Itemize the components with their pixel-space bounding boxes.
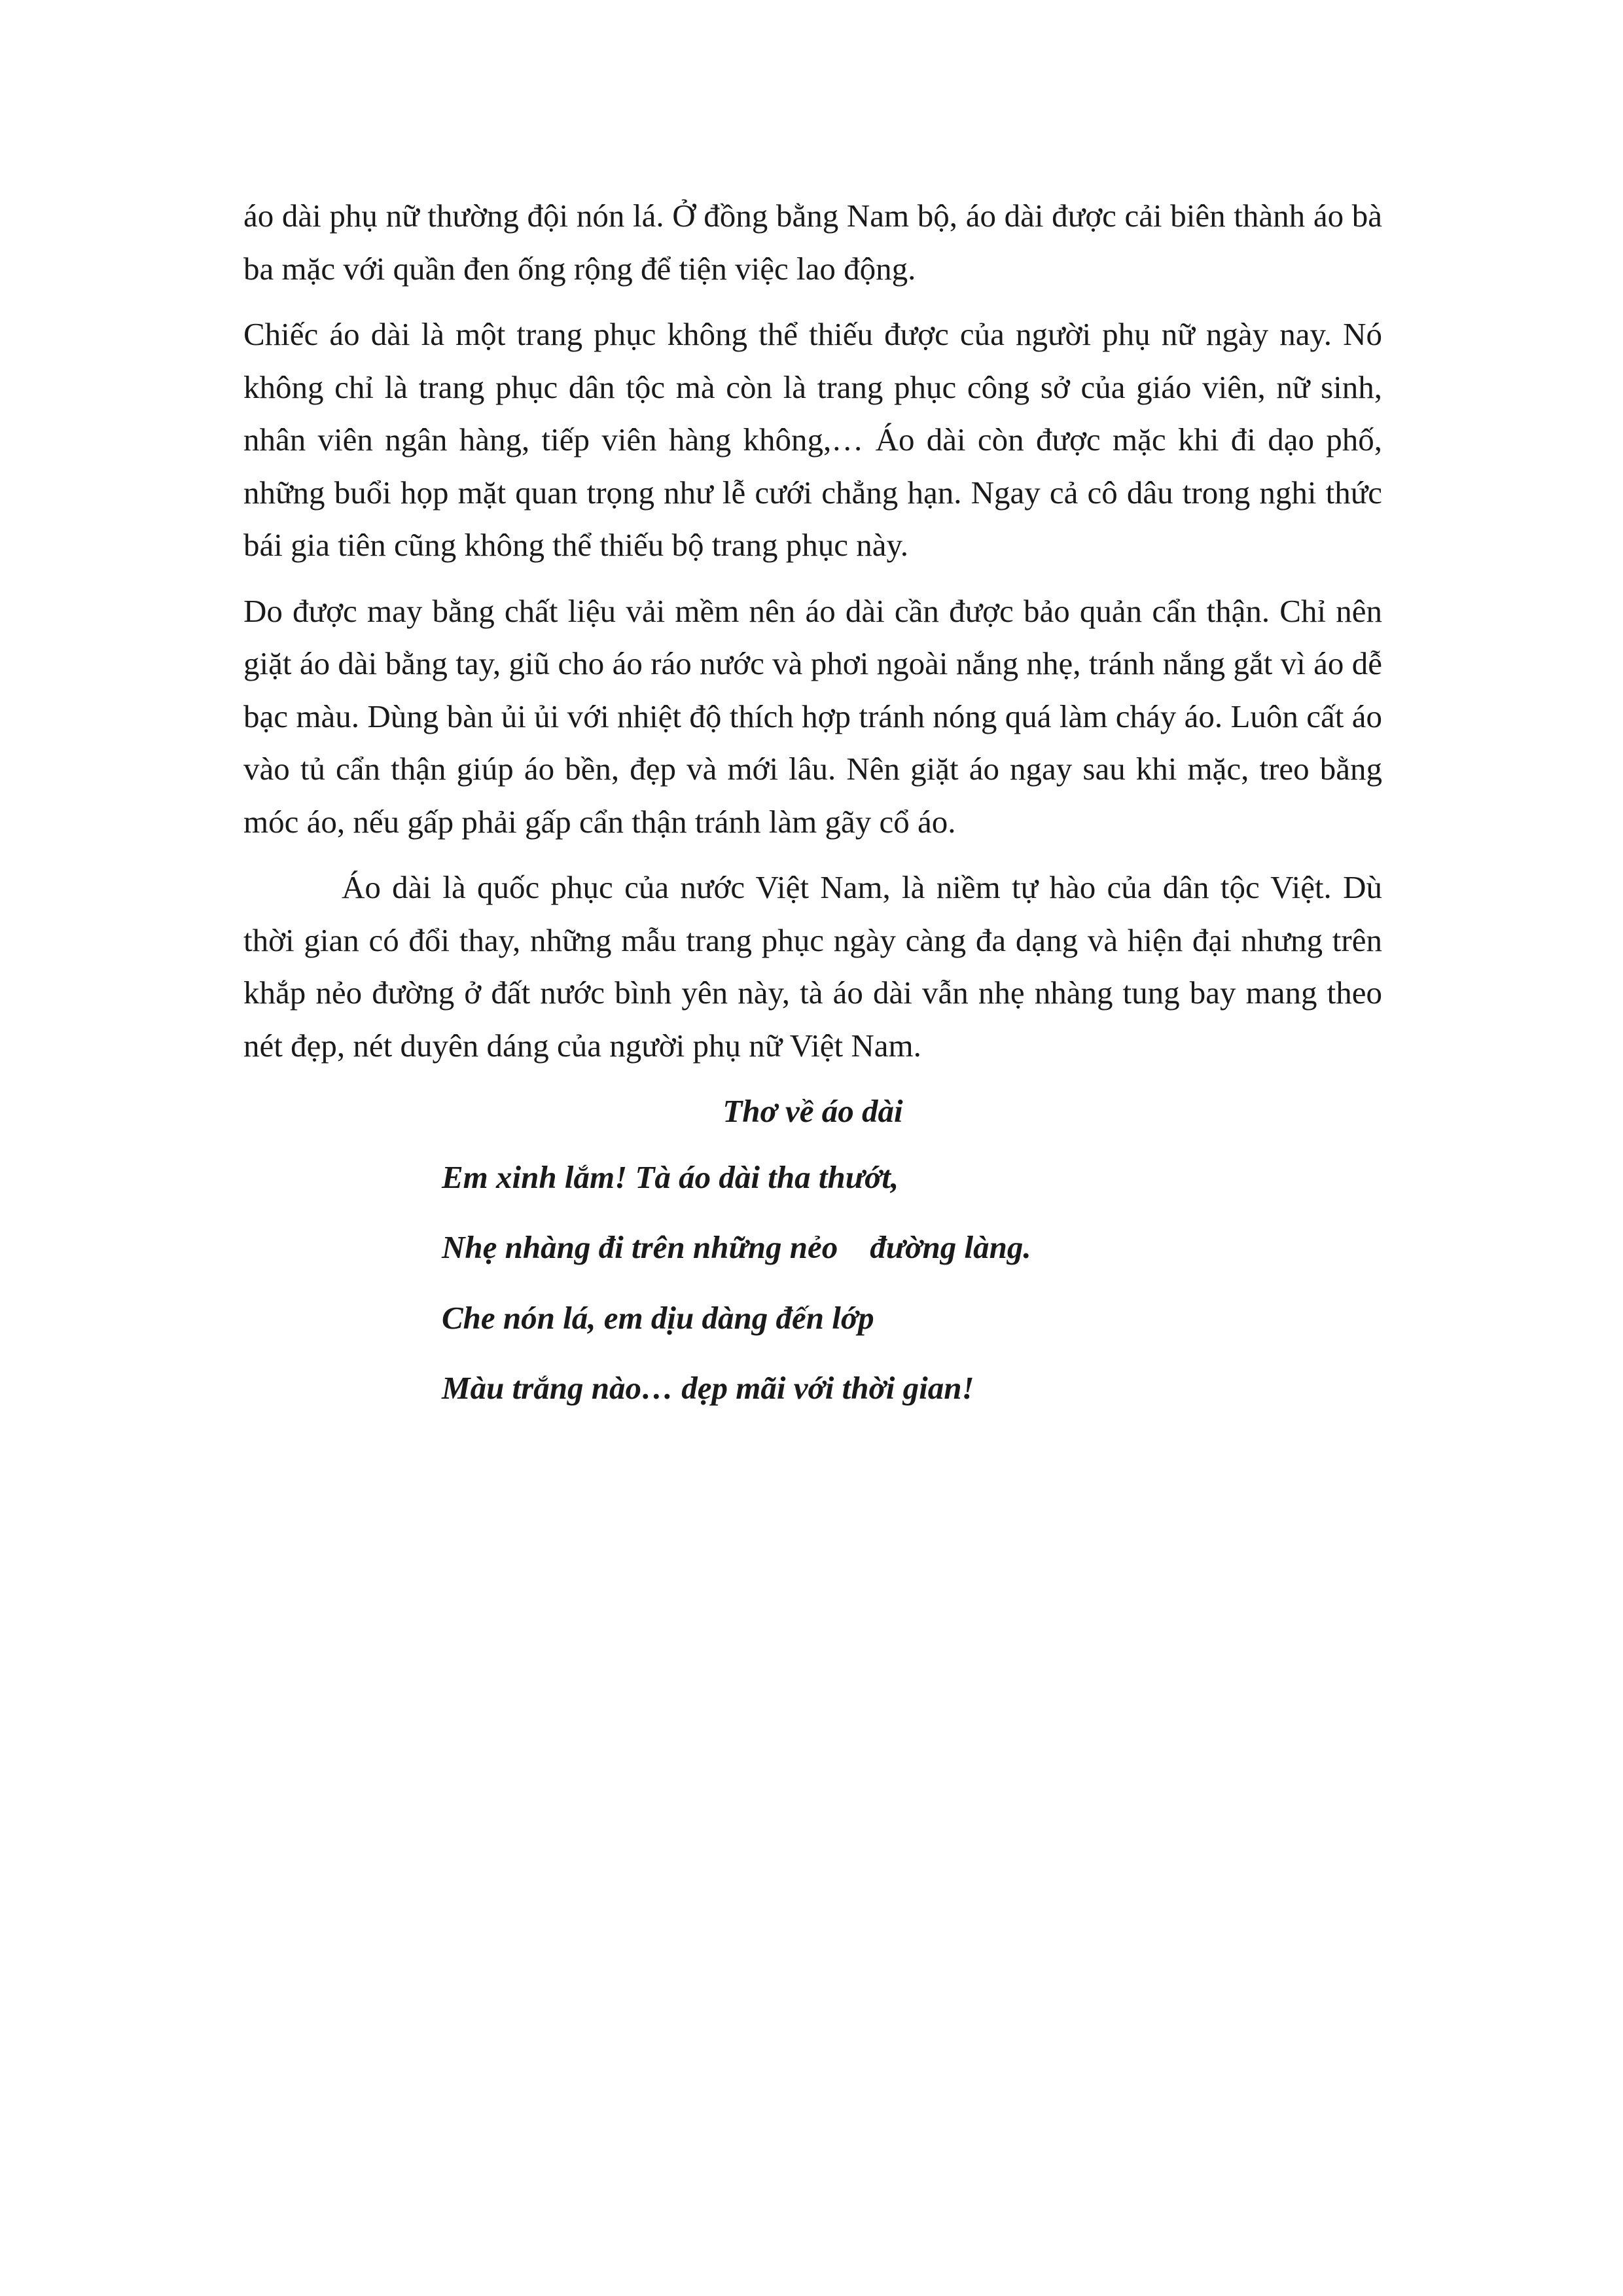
poem — [442, 1151, 1382, 1415]
paragraph-1: áo dài phụ nữ thường đội nón lá. Ở đồng bằng Nam bộ, áo dài được cải biên thành áo bà ba mặc với quần đen ống rộng để tiện việc lao động. — [243, 198, 1382, 287]
poem-title: Thơ về áo dài — [722, 1093, 903, 1129]
poem-line-2: Nhẹ nhàng đi trên những nẻo đường làng. — [442, 1229, 1031, 1265]
poem-line-1: Em xinh lắm! Tà áo dài tha thướt, — [442, 1158, 899, 1195]
paragraph-3: Do được may bằng chất liệu vải mềm nên áo dài cần được bảo quản cẩn thận. Chỉ nên giặt áo dài bằng tay, giũ cho áo ráo nước và phơi ngoài nắng nhẹ, tránh nắng gắt vì áo dễ bạc màu. Dùng bàn ủi ủi với nhiệt độ thích hợp tránh nóng quá làm cháy áo. Luôn cất áo vào tủ cẩn thận giúp áo bền, đẹp và mới lâu. Nên giặt áo ngay sau khi mặc, treo bằng móc áo, nếu gấp phải gấp cẩn thận tránh làm gãy cổ áo. — [243, 592, 1382, 840]
paragraph-2: Chiếc áo dài là một trang phục không thể thiếu được của người phụ nữ ngày nay. Nó không chỉ là trang phục dân tộc mà còn là trang phục công sở của giáo viên, nữ sinh, nhân viên ngân hàng, tiếp viên hàng không,… Áo dài còn được mặc khi đi dạo phố, những buổi họp mặt quan trọng như lễ cưới chẳng hạn. Ngay cả cô dâu trong nghi thức bái gia tiên cũng không thể thiếu bộ trang phục này. — [243, 316, 1382, 563]
poem-line-3: Che nón lá, em dịu dàng đến lớp — [442, 1299, 874, 1336]
document-body — [243, 190, 1382, 1433]
poem-line-4: Màu trắng nào… dẹp mãi với thời gian! — [442, 1370, 974, 1406]
paragraph-4: Áo dài là quốc phục của nước Việt Nam, là niềm tự hào của dân tộc Việt. Dù thời gian có đổi thay, những mẫu trang phục ngày càng đa dạng và hiện đại nhưng trên khắp nẻo đường ở đất nước bình yên này, tà áo dài vẫn nhẹ nhàng tung bay mang theo nét đẹp, nét duyên dáng của người phụ nữ Việt Nam. — [243, 869, 1382, 1064]
